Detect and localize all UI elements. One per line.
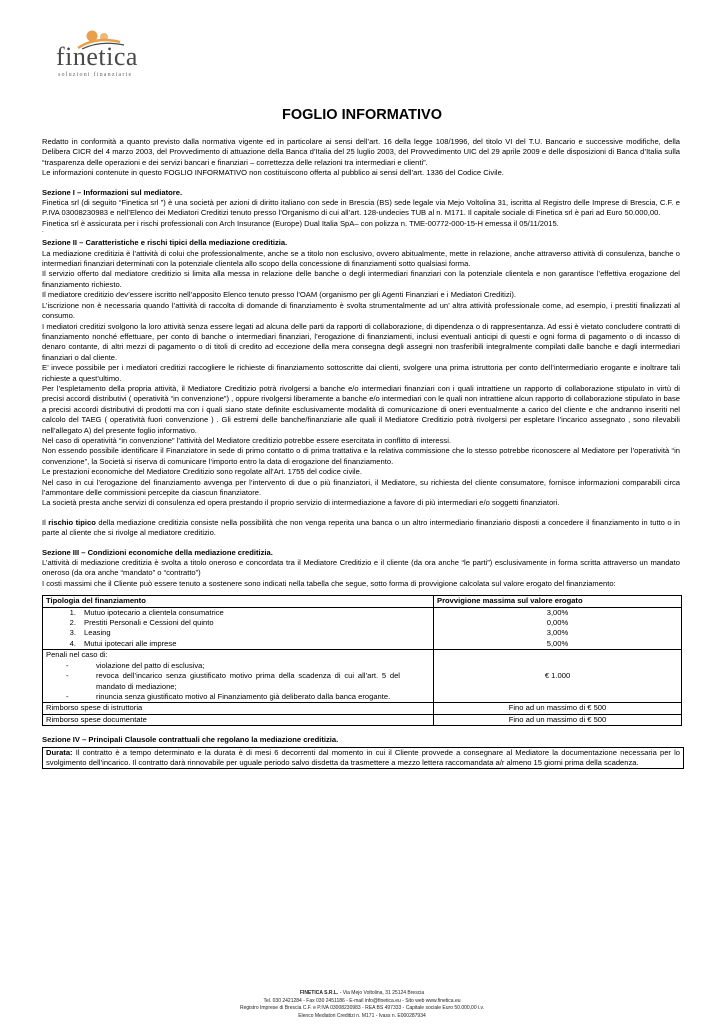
section-1-paragraph: Finetica srl è assicurata per i rischi professionali con Arch Insurance (Europe) Dual Italia SpA– con polizza n. TME-00772-000-15-H emessa il 05/11/2015. (42, 218, 559, 228)
table-row-penali (43, 650, 682, 703)
section-3-paragraph: L’attività di mediazione creditizia è svolta a titolo oneroso e concordata tra il Mediatore Creditizio e il cliente (da ora anche “le parti”) esclusivamente in forma scritta attraverso un mandato oneroso (da ora anche “mandato” o “contratto”) (42, 558, 680, 578)
section-2-paragraph: Non essendo possibile identificare il Finanziatore in sede di primo contatto o di prima trattativa e la relativa commissione che lo stesso potrebbe riconoscere al Mediatore per l’operatività “in convenzione”, la Società si riserva di comunicare l’importo entro la data di erogazione del finanziamento. (42, 446, 680, 466)
section-2-paragraph: L’iscrizione non è necessaria quando l’attività di raccolta di domande di finanziamento è svolta strumentalmente ad un’ altra attività professionale come, ad esempio, i prestiti finalizzati al consumo. (42, 300, 680, 321)
list-dash: - (66, 660, 69, 670)
footer-company: FINETICA S.R.L. (299, 990, 339, 996)
duration-text: Il contratto è a tempo determinato e la durata è di mesi 6 decorrenti dal momento in cui il Cliente provvede a consegnare al Mediatore la documentazione necessaria per lo svolgimento dell’incarico. Il contratto darà rinnovabile per uguale periodo salvo disdetta da trasmettere a mezzo lettera raccomandata a/r almeno 15 giorni prima della scadenza. (46, 747, 680, 767)
penali-fee: € 1.000 (434, 650, 682, 703)
risk-bold: rischio tipico (48, 517, 96, 527)
section-3-paragraph: I costi massimi che il Cliente può essere tenuto a sostenere sono indicati nella tabella che segue, sotto forma di provvigione calcolata sul valore erogato del finanziamento: (42, 578, 616, 588)
section-2-paragraph: La società presta anche servizi di consulenza ed opera prestando il proprio servizio di intermediazione a favore di più intermediari e/o soggetti finanziatori. (42, 498, 560, 508)
fee-value: 3,00% (546, 607, 569, 617)
list-number: 1. (69, 607, 76, 617)
list-number: 3. (69, 628, 76, 638)
penali-list (46, 661, 430, 703)
section-3-title: Sezione III – Condizioni economiche della mediazione creditizia. (42, 547, 273, 557)
table-header-row (43, 596, 682, 607)
section-1-paragraph: Finetica srl (di seguito “Finetica srl ”) è una società per azioni di diritto italiano con sede in Brescia (BS) sede legale via Mejo Voltolina 31, iscritta al Registro delle Imprese di Brescia, C.F. e P.IVA 03008230983 e nell’Elenco dei Mediatori Creditizi tenuto presso l’Organismo di cui all’art. 128-undecies TUB al n. M171. Il capitale sociale di Finetica srl è pari ad Euro 50.000,00. (42, 198, 680, 218)
list-dash: - (66, 691, 69, 701)
fee-value: 0,00% (546, 618, 569, 628)
table-header-type: Tipologia del finanziamento (43, 596, 434, 607)
fees-table (42, 595, 682, 726)
penali-item: violazione del patto di esclusiva; (96, 660, 205, 670)
table-cell-fee (434, 607, 682, 650)
section-2-paragraph: Il servizio offerto dal mediatore creditizio si limita alla messa in relazione delle banche o degli intermediari finanziari con la potenziale clientela e non garantisce l’effettiva erogazione del finanziamento richiesto. (42, 269, 680, 289)
section-2-title: Sezione II – Caratteristiche e rischi tipici della mediazione creditizia. (42, 238, 288, 248)
list-item (46, 608, 430, 618)
footer-line-1 (0, 990, 724, 998)
section-1-title: Sezione I – Informazioni sul mediatore. (42, 187, 183, 197)
list-label: Mutui ipotecari alle imprese (84, 638, 177, 648)
section-2-paragraph: Per l’espletamento della propria attività, il Mediatore Creditizio potrà rivolgersi a banche e/o intermediari finanziari con i quali intrattiene un rapporto di collaborazione stipulato in virtù di precisi accordi distributivi ( operatività “in convenzione”) , oppure rivolgersi liberamente a banche e/o intermediari con le quali non intrattiene alcun rapporto di collaborazione stipulato in base a precisi accordi distributivi di prodotti ma con i quali siano state definite esclusivamente modalità di comunicazione di oneri eventualmente a carico del cliente e che andranno inseriti nel calcolo del TAEG ( operatività fuori convenzione ) . Gli estremi delle banche/finanziarie alle quali il Mediatore Creditizio potrà rivolgersi per espletare l’incarico assegnato , sono rilevabili nell’allegato A) del presente foglio informativo. (42, 383, 680, 435)
list-item (46, 639, 430, 649)
table-cell-type (43, 607, 434, 650)
list-item (66, 671, 430, 692)
duration-label: Durata: (46, 747, 73, 757)
footer-line-4: Elenco Mediatori Creditizi n. M171 - Ivass n. E000287934 (298, 1012, 426, 1019)
duration-box (42, 747, 684, 770)
section-2-paragraph: Nel caso in cui l’erogazione del finanziamento avvenga per l’intervento di due o più finanziatori, il Mediatore, su richiesta del cliente consumatore, fornisce informazioni comparabili circa l’ammontare delle commissioni percepite da ciascun finanziatore. (42, 477, 680, 497)
list-item (66, 661, 430, 671)
list-label: Prestiti Personali e Cessioni del quinto (84, 618, 214, 628)
table-row (43, 703, 682, 714)
table-cell-fee: Fino ad un massimo di € 500 (434, 703, 682, 714)
list-number: 2. (69, 618, 76, 628)
finetica-logo (52, 28, 162, 84)
logo-tagline: soluzioni finanziarie (58, 72, 133, 78)
intro-paragraph: Redatto in conformità a quanto previsto dalla normativa vigente ed in particolare ai sensi dell’art. 16 della legge 108/1996, del titolo VI del T.U. Bancario e successive modifiche, della Delibera CICR del 4 marzo 2003, del Provvedimento di attuazione della Banca d’Italia del 25 luglio 2003, del Provvedimento UIC del 29 aprile 2009 e delle disposizioni di Banca d’Italia sulla “trasparenza delle operazioni e dei servizi bancari e finanziari – correttezza delle relazioni tra intermediari e clienti”. (42, 137, 680, 167)
section-2-paragraph: Le prestazioni economiche del Mediatore Creditizio sono regolate all’Art. 1755 del codice civile. (42, 467, 362, 477)
logo-wordmark: finetica (56, 42, 138, 71)
table-header-fee: Provvigione massima sul valore erogato (434, 596, 682, 607)
section-4-title: Sezione IV – Principali Clausole contrattuali che regolano la mediazione creditizia. (42, 735, 339, 745)
table-row (43, 714, 682, 725)
document-body (42, 137, 680, 769)
section-2-paragraph: I mediatori creditizi svolgono la loro attività senza essere legati ad alcuna delle parti da rapporti di collaborazione, di dipendenza o di rappresentanza. Ad essi è vietato concludere contratti di finanziamento nonché effettuare, per conto di banche o intermediari finanziari, l’erogazione di finanziamenti, inclusi eventuali anticipi di questi e ogni forma di pagamento o di incasso di denaro contante, di altri mezzi di pagamento o di titoli di credito ad eccezione della mera consegna degli assegni non trasferibili integralmente compilati dalle banche e dagli intermediari finanziari o dal cliente. (42, 321, 680, 362)
section-2-paragraph: La mediazione creditizia è l’attività di colui che professionalmente, anche se a titolo non esclusivo, ovvero abitualmente, mette in relazione, anche attraverso attività di consulenza, banche o intermediari finanziari determinati con la potenziale clientela allo scopo della concessione di finanziamenti sotto qualsiasi forma. (42, 248, 680, 269)
risk-text: della mediazione creditizia consiste nella possibilità che non venga reperita una banca o un altro intermediario finanziario disposti a concedere il finanziamento in tutto o in parte al cliente che si rivolge al mediatore creditizio. (42, 517, 680, 538)
footer-line-3: Registro Imprese di Brescia C.F. e P.IVA 03008230983 - REA BS 497333 - Capitale sociale Euro 50.000,00 i.v. (239, 1005, 485, 1012)
penali-item: rinuncia senza giustificato motivo al Finanziamento già deliberato dalla banca erogante. (96, 691, 391, 701)
list-item (46, 628, 430, 638)
page-title: FOGLIO INFORMATIVO (281, 107, 443, 123)
table-cell-type: Rimborso spese documentate (43, 714, 434, 725)
fee-value: 3,00% (546, 628, 569, 638)
risk-paragraph (42, 518, 680, 539)
intro-paragraph: Le informazioni contenute in questo FOGLIO INFORMATIVO non costituiscono offerta al pubblico ai sensi dell’art. 1336 del Codice Civile. (42, 168, 504, 178)
list-label: Mutuo ipotecario a clientela consumatrice (84, 607, 224, 617)
list-item (66, 692, 430, 702)
separator-dot: . (42, 228, 44, 235)
list-number: 4. (69, 638, 76, 648)
section-2-paragraph: E’ invece possibile per i mediatori creditizi raccogliere le richieste di finanziamento sottoscritte dai clienti, svolgere una prima istruttoria per conto dell’intermediario erogante e inoltrare tali richieste a quest’ultimo. (42, 363, 680, 383)
page-footer (0, 990, 724, 1020)
table-cell-type: Rimborso spese di istruttoria (43, 703, 434, 714)
list-item (46, 618, 430, 628)
penali-title: Penali nel caso di: (46, 650, 108, 660)
section-2-paragraph: Nel caso di operatività “in convenzione” l’attività del Mediatore creditizio potrebbe essere esercitata in conflitto di interessi. (42, 435, 452, 445)
list-label: Leasing (84, 628, 111, 638)
section-2-paragraph: Il mediatore creditizio dev’essere iscritto nell’apposito Elenco tenuto presso l’OAM (organismo per gli Agenti Finanziari e i Mediatori Creditizi). (42, 290, 516, 300)
footer-line-2: Tel. 030 2421284 - Fax 030 2451186 - E-mail info@finetica.eu - Sito web www.finetica.eu (263, 997, 461, 1004)
table-cell-penali (43, 650, 434, 703)
table-cell-fee: Fino ad un massimo di € 500 (434, 714, 682, 725)
fee-value: 5,00% (546, 638, 569, 648)
footer-address: - Via Mejo Voltolina, 31 25124 Brescia (338, 990, 425, 996)
risk-prefix: Il (42, 517, 49, 527)
table-row (43, 607, 682, 650)
list-dash: - (66, 671, 69, 681)
penali-item: revoca dell’incarico senza giustificato motivo prima della scadenza di cui all’art. 5 del mandato di mediazione; (96, 671, 400, 691)
